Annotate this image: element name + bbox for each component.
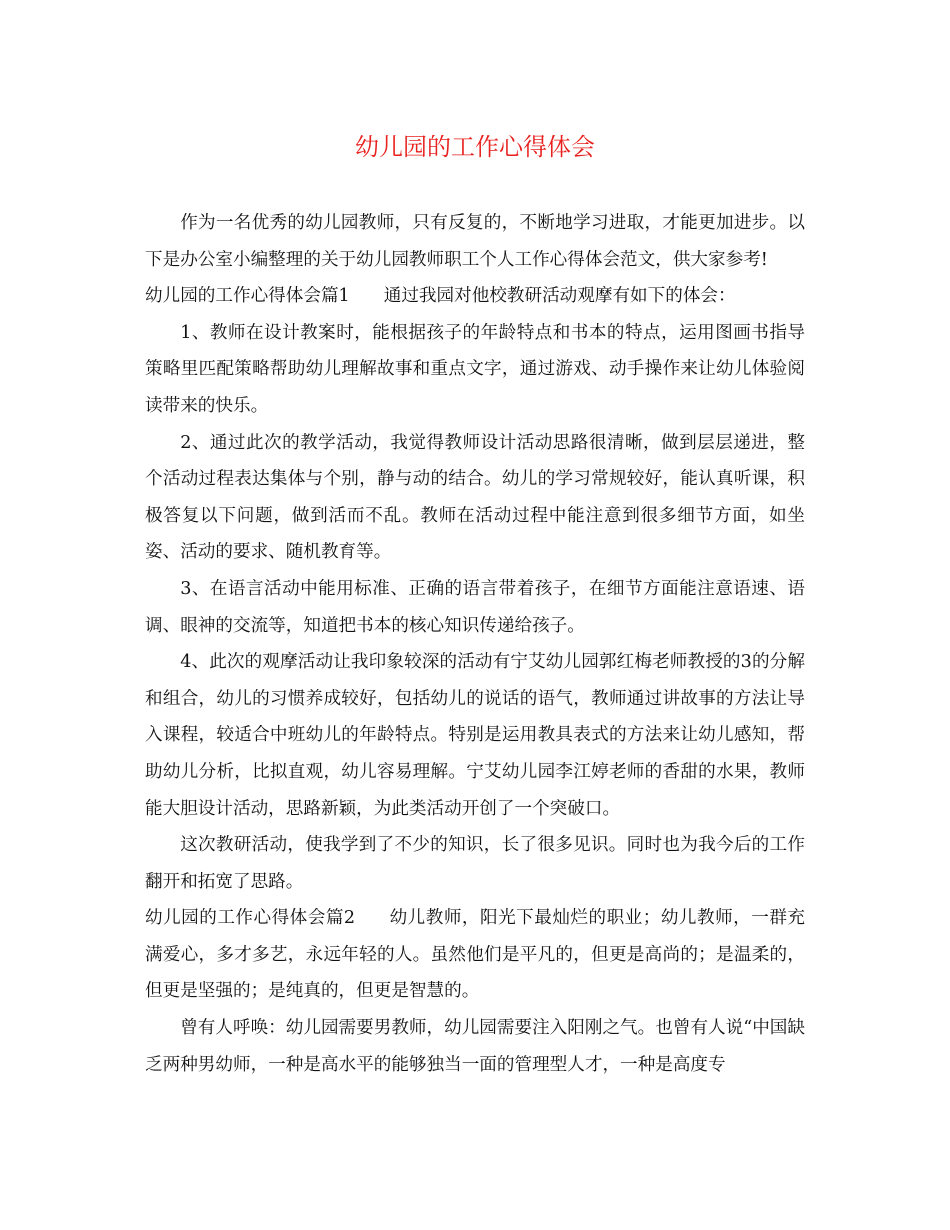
section1-lead: 通过我园对他校教研活动观摩有如下的体会： (383, 286, 736, 307)
section2-paragraph: 曾有人呼唤：幼儿园需要男教师，幼儿园需要注入阳刚之气。也曾有人说“中国缺乏两种男幼师，一种是高水平的能够独当一面的管理型人才，一种是高度专 (145, 1018, 805, 1075)
section2-heading: 幼儿园的工作心得体会篇2 (145, 908, 356, 929)
section2-heading-line (145, 900, 805, 1010)
section1-point-1: 1、教师在设计教案时，能根据孩子的年龄特点和书本的特点，运用图画书指导策略里匹配策略帮助幼儿理解故事和重点文字，通过游戏、动手操作来让幼儿体验阅读带来的快乐。 (145, 322, 805, 416)
document-body (145, 205, 805, 1083)
section1-point-4: 4、此次的观摩活动让我印象较深的活动有宁艾幼儿园郭红梅老师教授的3的分解和组合，幼儿的习惯养成较好，包括幼儿的说话的语气，教师通过讲故事的方法让导入课程，较适合中班幼儿的年龄特点。特别是运用教具表式的方法来让幼儿感知，帮助幼儿分析，比拟直观，幼儿容易理解。宁艾幼儿园李江婷老师的香甜的水果，教师能大胆设计活动，思路新颖，为此类活动开创了一个突破口。 (145, 652, 805, 819)
section1-heading: 幼儿园的工作心得体会篇1 (145, 286, 350, 307)
section1-point-3: 3、在语言活动中能用标准、正确的语言带着孩子，在细节方面能注意语速、语调、眼神的交流等，知道把书本的核心知识传递给孩子。 (145, 578, 805, 636)
intro-paragraph: 作为一名优秀的幼儿园教师，只有反复的，不断地学习进取，才能更加进步。以下是办公室小编整理的关于幼儿园教师职工个人工作心得体会范文，供大家参考! (145, 213, 805, 270)
section2-lead: 幼儿教师，阳光下最灿烂的职业；幼儿教师，一群充满爱心，多才多艺，永远年轻的人。虽然他们是平凡的，但更是高尚的；是温柔的，但更是坚强的；是纯真的，但更是智慧的。 (145, 908, 805, 1002)
section1-heading-line (145, 278, 805, 315)
section1-point-2: 2、通过此次的教学活动，我觉得教师设计活动思路很清晰，做到层层递进，整个活动过程表达集体与个别，静与动的结合。幼儿的学习常规较好，能认真听课，积极答复以下问题，做到活而不乱。教师在活动过程中能注意到很多细节方面，如坐姿、活动的要求、随机教育等。 (145, 432, 805, 563)
section1-conclusion: 这次教研活动，使我学到了不少的知识，长了很多见识。同时也为我今后的工作翻开和拓宽了思路。 (145, 835, 805, 892)
document-title: 幼儿园的工作心得体会 (355, 133, 595, 161)
